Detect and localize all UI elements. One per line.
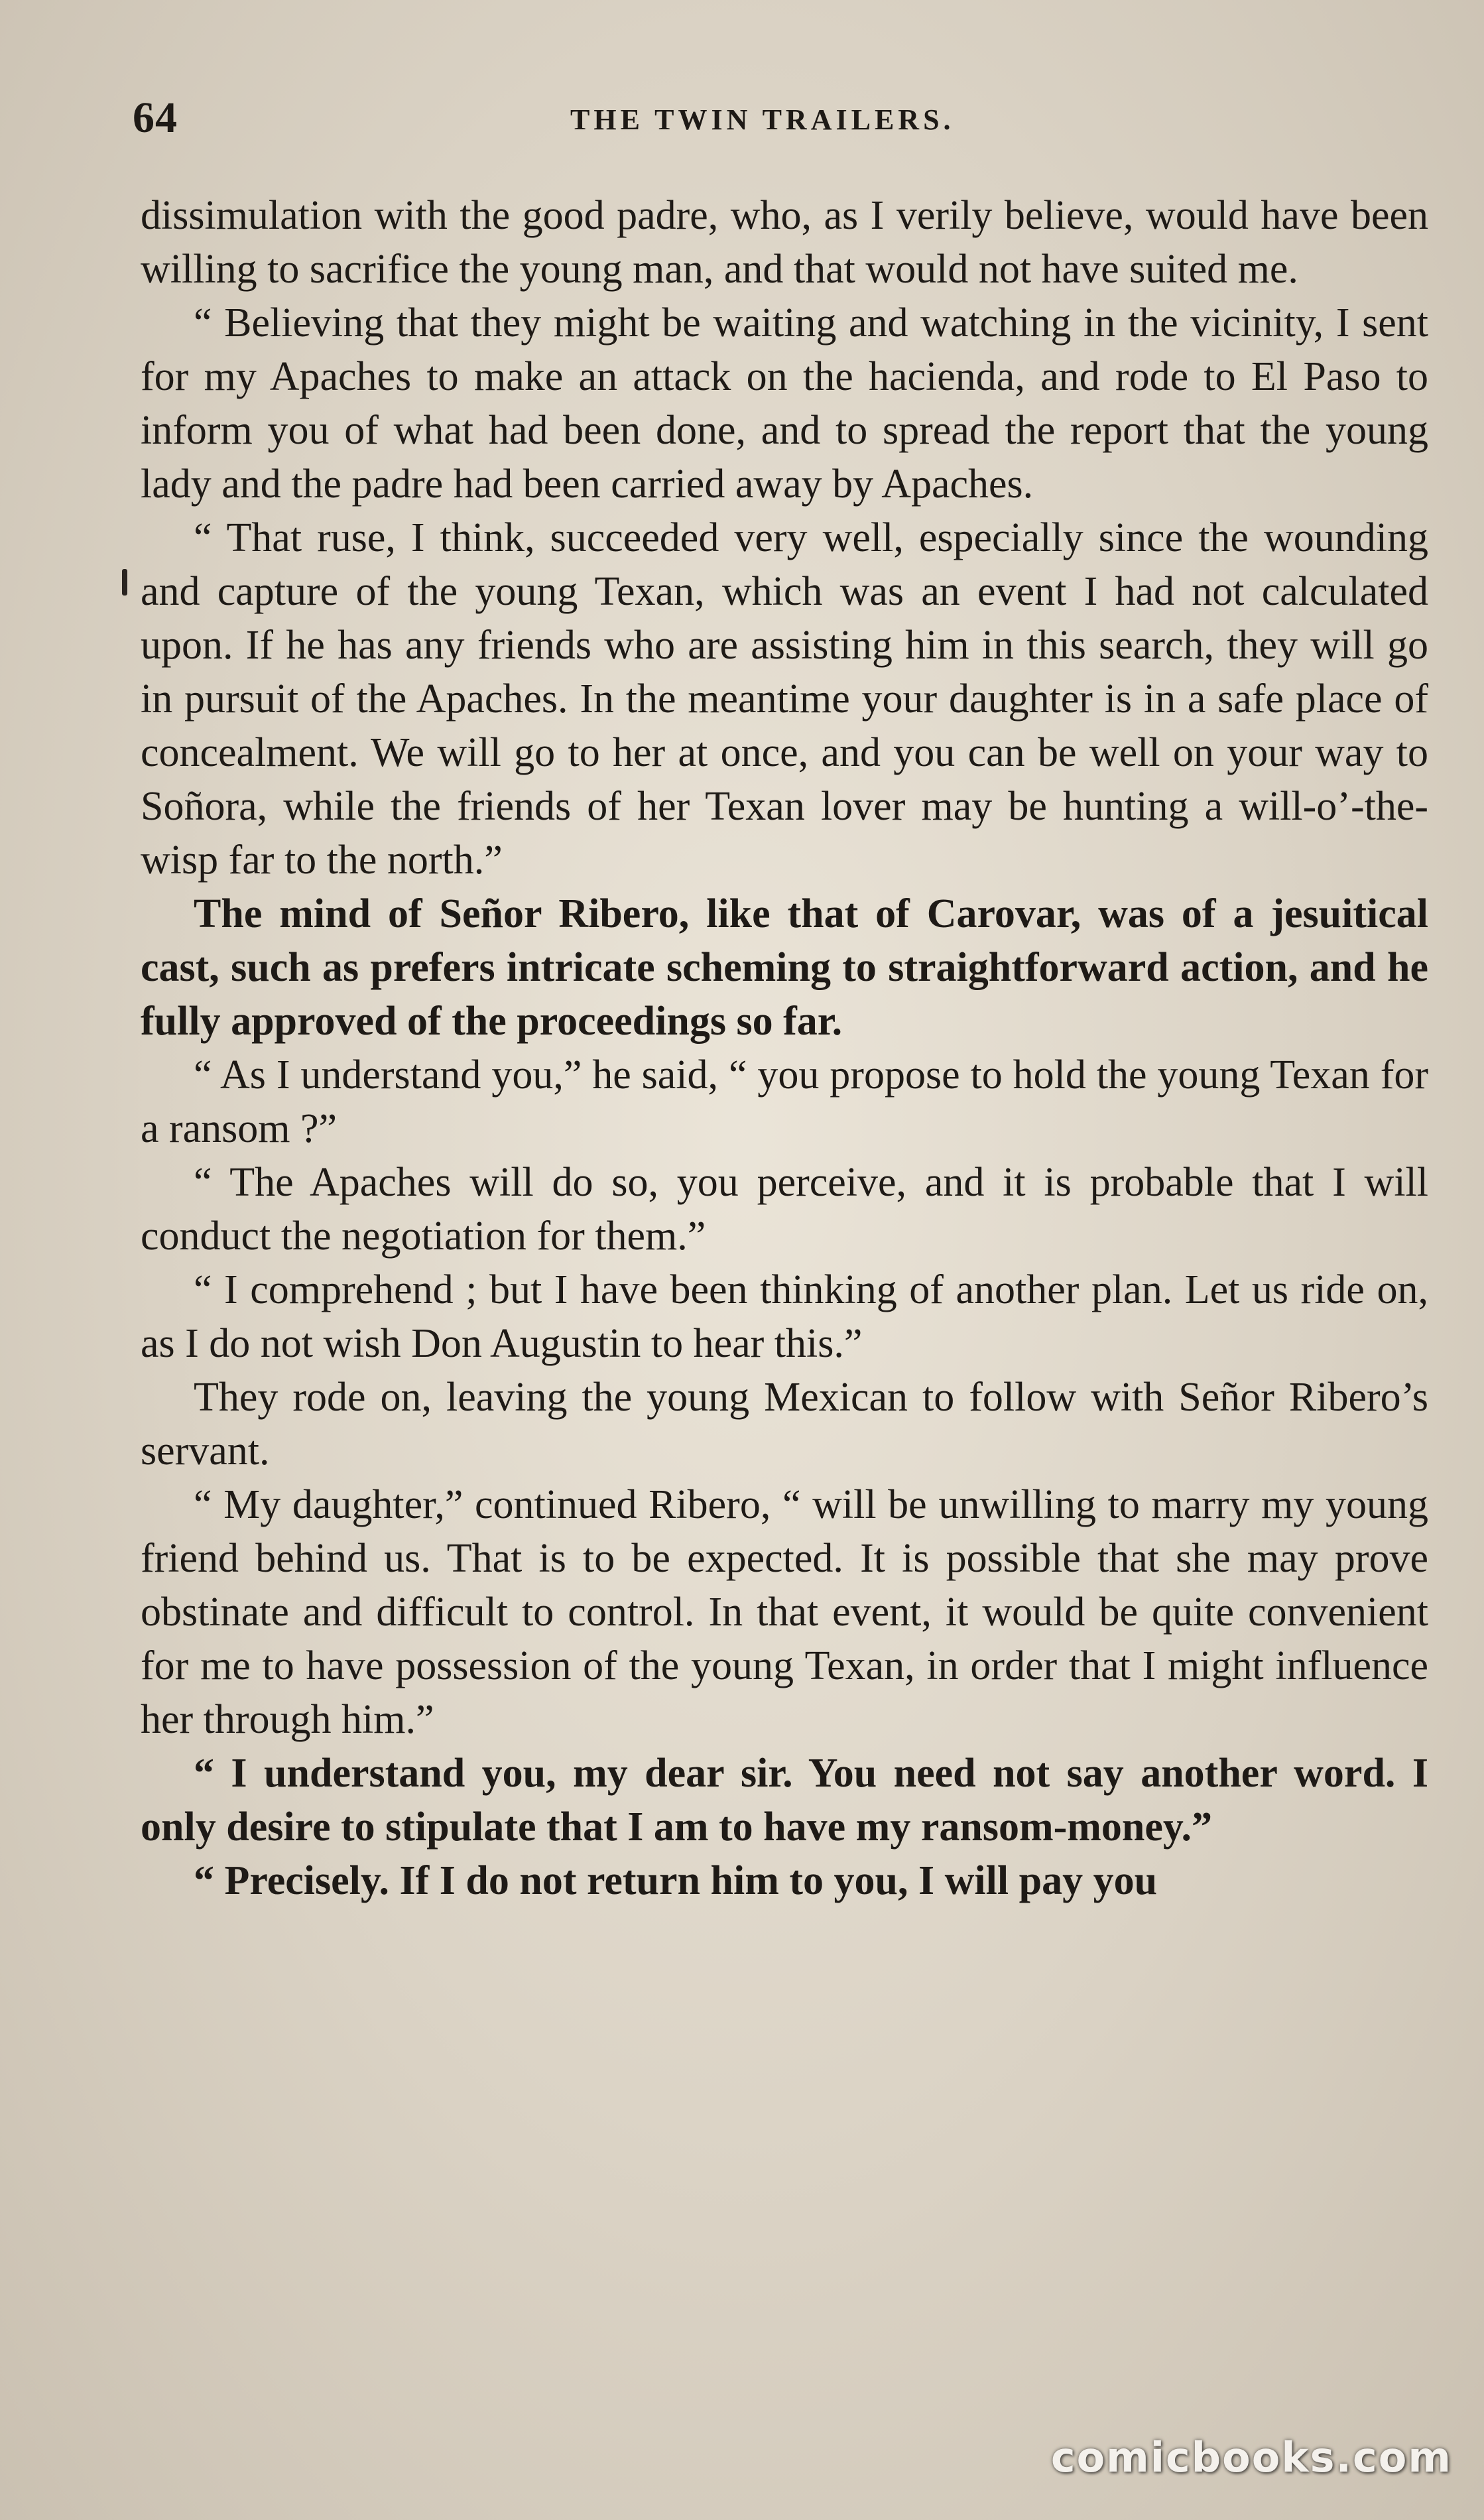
- watermark: comicbooks.com: [1050, 2433, 1452, 2482]
- paragraph: “ As I understand you,” he said, “ you propose to hold the young Texan for a ransom ?”: [141, 1052, 1428, 1151]
- paragraph: “ I comprehend ; but I have been thinking of another plan. Let us ride on, as I do not wish Don Augustin to hear this.”: [141, 1267, 1428, 1366]
- page-number: 64: [133, 94, 178, 142]
- paragraph: “ Precisely. If I do not return him to you, I will pay you: [194, 1858, 1158, 1903]
- paragraph: “ Believing that they might be waiting and watching in the vicinity, I sent for my Apaches to make an attack on the hacienda, and rode to El Paso to inform you of what had been done, and to spread the report that the young lady and the padre had been carried away by Apaches.: [141, 300, 1428, 507]
- paragraph: “ My daughter,” continued Ribero, “ will be unwilling to marry my young friend behind us. That is to be expected. It is possible that she may prove obstinate and difficult to control. In that event, it would be quite convenient for me to have possession of the young Texan, in order that I might influence her through him.”: [141, 1482, 1428, 1742]
- paragraph: dissimulation with the good padre, who, as I verily believe, would have been willing to sacrifice the young man, and that would not have suited me.: [141, 193, 1428, 292]
- body-text: [141, 189, 1428, 1908]
- paragraph: “ I understand you, my dear sir. You need not say another word. I only desire to stipulate that I am to have my ransom-money.”: [141, 1751, 1428, 1850]
- paragraph: “ That ruse, I think, succeeded very well, especially since the wounding and capture of the young Texan, which was an event I had not calculated upon. If he has any friends who are assisting him in this search, they will go in pursuit of the Apaches. In the meantime your daughter is in a safe place of concealment. We will go to her at once, and you can be well on your way to Soñora, while the friends of her Texan lover may be hunting a will-o’-the-wisp far to the north.”: [141, 515, 1428, 883]
- margin-mark: [122, 569, 127, 596]
- paragraph: They rode on, leaving the young Mexican to follow with Señor Ribero’s servant.: [141, 1375, 1428, 1474]
- paragraph: “ The Apaches will do so, you perceive, and it is probable that I will conduct the negotiation for them.”: [141, 1160, 1428, 1259]
- running-head: THE TWIN TRAILERS.: [570, 103, 955, 136]
- page-header: [133, 92, 1432, 145]
- paragraph: The mind of Señor Ribero, like that of Carovar, was of a jesuitical cast, such as prefers intricate scheming to straightforward action, and he fully approved of the proceedings so far.: [141, 891, 1428, 1044]
